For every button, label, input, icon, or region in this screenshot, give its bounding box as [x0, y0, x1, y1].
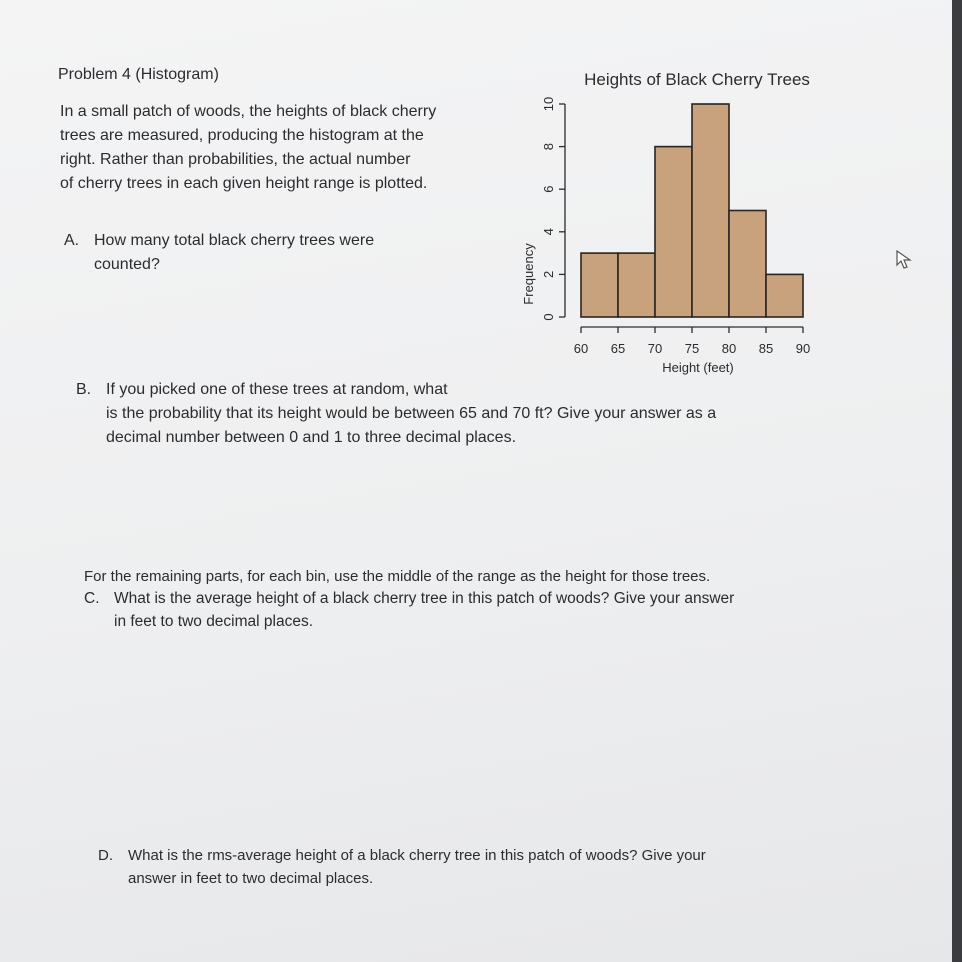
histogram-bar	[692, 104, 729, 317]
histogram-bar	[581, 253, 618, 317]
problem-intro	[60, 100, 510, 196]
question-a	[64, 229, 464, 277]
histogram-bars	[581, 104, 803, 317]
question-a-label: A.	[64, 232, 80, 249]
question-d-label: D.	[98, 847, 113, 864]
mouse-pointer-icon	[895, 249, 915, 271]
problem-title: Problem 4 (Histogram)	[58, 66, 219, 83]
histogram-bar	[729, 211, 766, 318]
remaining-parts-note: For the remaining parts, for each bin, use the middle of the range as the height for those trees.	[84, 568, 711, 585]
intro-line: In a small patch of woods, the heights of black cherry	[60, 103, 437, 120]
question-b-text: is the probability that its height would be between 65 and 70 ft? Give your answer as a	[106, 405, 717, 422]
x-tick-label: 65	[610, 341, 626, 356]
intro-line: right. Rather than probabilities, the actual number	[60, 151, 411, 168]
question-b-text: If you picked one of these trees at random, what	[106, 381, 448, 398]
question-b	[76, 378, 816, 450]
y-tick-label: 10	[541, 96, 556, 112]
intro-line: of cherry trees in each given height range is plotted.	[60, 175, 428, 192]
y-tick-label: 8	[541, 142, 556, 151]
x-tick-label: 90	[795, 341, 811, 356]
chart-title: Heights of Black Cherry Trees	[584, 70, 810, 89]
x-axis-label: Height (feet)	[662, 360, 734, 375]
y-tick-label: 4	[541, 228, 556, 236]
y-tick-label: 0	[541, 313, 556, 321]
x-tick-label: 60	[573, 341, 589, 356]
histogram-bar	[655, 147, 692, 317]
y-axis-label: Frequency	[521, 243, 536, 305]
question-c-label: C.	[84, 590, 100, 607]
histogram-bar	[766, 274, 803, 317]
histogram-chart	[505, 62, 825, 387]
x-tick-label: 75	[684, 341, 700, 356]
question-c-text: What is the average height of a black cherry tree in this patch of woods? Give your answer	[114, 590, 735, 607]
y-tick-label: 6	[541, 185, 556, 193]
question-d	[98, 844, 838, 890]
question-a-text: counted?	[94, 256, 160, 273]
question-b-label: B.	[76, 381, 92, 398]
question-b-text: decimal number between 0 and 1 to three decimal places.	[106, 429, 517, 446]
monitor-bezel	[952, 0, 962, 962]
y-tick-label: 2	[541, 270, 556, 279]
y-axis	[541, 97, 565, 321]
histogram-svg	[505, 62, 825, 382]
question-c-text: in feet to two decimal places.	[114, 613, 314, 630]
intro-line: trees are measured, producing the histogram at the	[60, 127, 424, 144]
question-c	[84, 587, 844, 633]
question-d-text: What is the rms-average height of a black cherry tree in this patch of woods? Give your	[128, 847, 706, 864]
question-a-text: How many total black cherry trees were	[94, 232, 375, 249]
x-tick-label: 70	[647, 341, 663, 356]
x-tick-label: 80	[721, 341, 737, 356]
question-d-text: answer in feet to two decimal places.	[128, 870, 374, 887]
x-tick-label: 85	[758, 341, 774, 356]
x-axis	[574, 327, 810, 356]
histogram-bar	[618, 253, 655, 317]
